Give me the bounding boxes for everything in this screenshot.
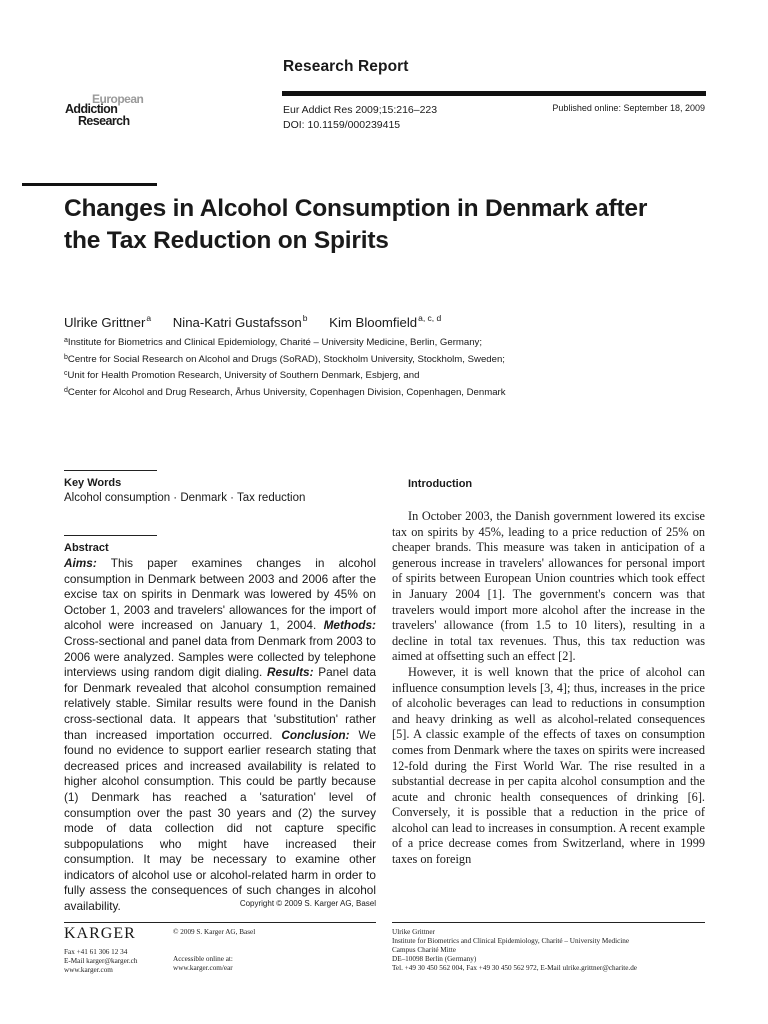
paragraph: However, it is well known that the price of alcohol can influence consumption levels [3, 4]; thus, increases in the price of alcoholic beverages can lead to reductions in consumption and heavy drinking as well as alcohol-related consequences [5]. A classic example of the effects of taxes on consumption comes from Denmark where the taxes on spirits were increased 12-fold during the First World War. The rise resulted in a substantial decrease in per capita alcohol consumption and the acute and chronic health consequences of drinking [6]. Conversely, it is possible that a reduction in the price of alcohol can lead to increases in consumption. A recent example of a price decrease comes from Switzerland, where in 1999 taxes on foreign <box>392 664 705 867</box>
keywords-text: Alcohol consumption · Denmark · Tax reduction <box>64 492 306 504</box>
keywords-heading: Key Words <box>64 477 122 489</box>
journal-citation: Eur Addict Res 2009;15:216–223 <box>283 104 438 116</box>
report-type-label: Research Report <box>283 58 409 75</box>
abstract-copyright: Copyright © 2009 S. Karger AG, Basel <box>239 899 376 908</box>
article-title: Changes in Alcohol Consumption in Denmark after the Tax Reduction on Spirits <box>64 195 648 254</box>
published-date: Published online: September 18, 2009 <box>552 103 705 113</box>
header-rule <box>282 91 706 96</box>
publisher-info <box>173 928 255 973</box>
publisher-contact: Fax +41 61 306 12 34 E-Mail karger@karger.ch www.karger.com <box>64 948 138 974</box>
journal-url[interactable]: www.karger.com/ear <box>173 964 233 972</box>
author: Kim Bloomfield$^{a, c, d}$ <box>329 313 442 330</box>
abstract-text: Aims: This paper examines changes in alcohol consumption in Denmark between 2003 and 2006 after the excise tax on spirits in Denmark was lowered by 45% on October 1, 2003 and travelers' allowances for the import of alcohol were increased on January 1, 2004. Methods: Cross-sectional and panel data from Denmark from 2003 to 2006 were analyzed. Samples were collected by telephone interviews using random digit dialing. Results: Panel data for Denmark revealed that alcohol consumption remained relatively stable. Similar results were found in the Danish cross-sectional data. It appears that 'substitution' rather than increased importation occurred. Conclusion: We found no evidence to support earlier research stating that decreased prices and increased availability is related to higher alcohol consumption. This could be partly because (1) Denmark has reached a 'saturation' level of consumption over the past 30 years and (2) the survey mode of data collection did not capture specific subpopulations who might have increased their consumption. It may be necessary to examine other indicators of alcohol use or alcohol-related harm in order to fully assess the consequences of such changes in alcohol availability. <box>64 556 377 914</box>
affiliation: $^a$Institute for Biometrics and Clinical Epidemiology, Charité – University Medicine, Berlin, Germany; <box>64 337 483 348</box>
journal-logo-line1: European <box>92 92 144 106</box>
journal-logo-line2: Addiction <box>65 102 118 116</box>
author-list <box>64 313 459 330</box>
author: Nina-Katri Gustafsson$^b$ <box>172 313 308 330</box>
journal-logo <box>65 92 165 132</box>
affiliation-list <box>64 334 506 400</box>
affiliation: $^b$Centre for Social Research on Alcohol and Drugs (SoRAD), Stockholm University, Stockholm, Sweden; <box>64 353 505 365</box>
affiliation: $^d$Center for Alcohol and Drug Research, Århus University, Copenhagen Division, Copenhagen, Denmark <box>64 386 506 398</box>
abstract-heading: Abstract <box>64 542 109 554</box>
footer-rule-left <box>64 922 376 923</box>
doi: DOI: 10.1159/000239415 <box>283 119 401 131</box>
abstract-rule <box>64 535 157 536</box>
paragraph: In October 2003, the Danish government lowered its excise tax on spirits by 45%, leading to a price reduction of 25% on cheaper brands. This measure was taken in anticipation of a generous increase in travelers' allowances for personal import of spirits between European Union countries which took effect in January 2004 [1]. The government's concern was that travelers would import more alcohol after the increase in the travelers' allowance (from 1.5 to 10 liters), resulting in a decline in total tax revenues. Thus, this tax reduction was aimed at offsetting such an effect [2]. <box>392 509 705 664</box>
footer-rule-right <box>392 922 705 923</box>
journal-logo-line3: Research <box>78 114 130 128</box>
correspondence-address: Ulrike Grittner Institute for Biometrics and Clinical Epidemiology, Charité – University Medicine Campus Charité Mitte DE–10098 Berlin (Germany) Tel. +49 30 450 562 004, Fax +49 30 450 562 972, E-Mail ulrike.grittner@charite.de <box>392 928 637 972</box>
introduction-body <box>392 509 705 868</box>
title-rule <box>22 183 157 186</box>
author: Ulrike Grittner$^a$ <box>64 313 152 330</box>
introduction-heading: Introduction <box>408 478 473 490</box>
publisher-logo: KARGER <box>64 925 136 942</box>
citation-block <box>283 103 437 133</box>
accessible-label: Accessible online at: <box>173 955 233 963</box>
affiliation: $^c$Unit for Health Promotion Research, University of Southern Denmark, Esbjerg, and <box>64 370 420 381</box>
publisher-copyright: © 2009 S. Karger AG, Basel <box>173 928 256 936</box>
keywords-rule <box>64 470 157 471</box>
